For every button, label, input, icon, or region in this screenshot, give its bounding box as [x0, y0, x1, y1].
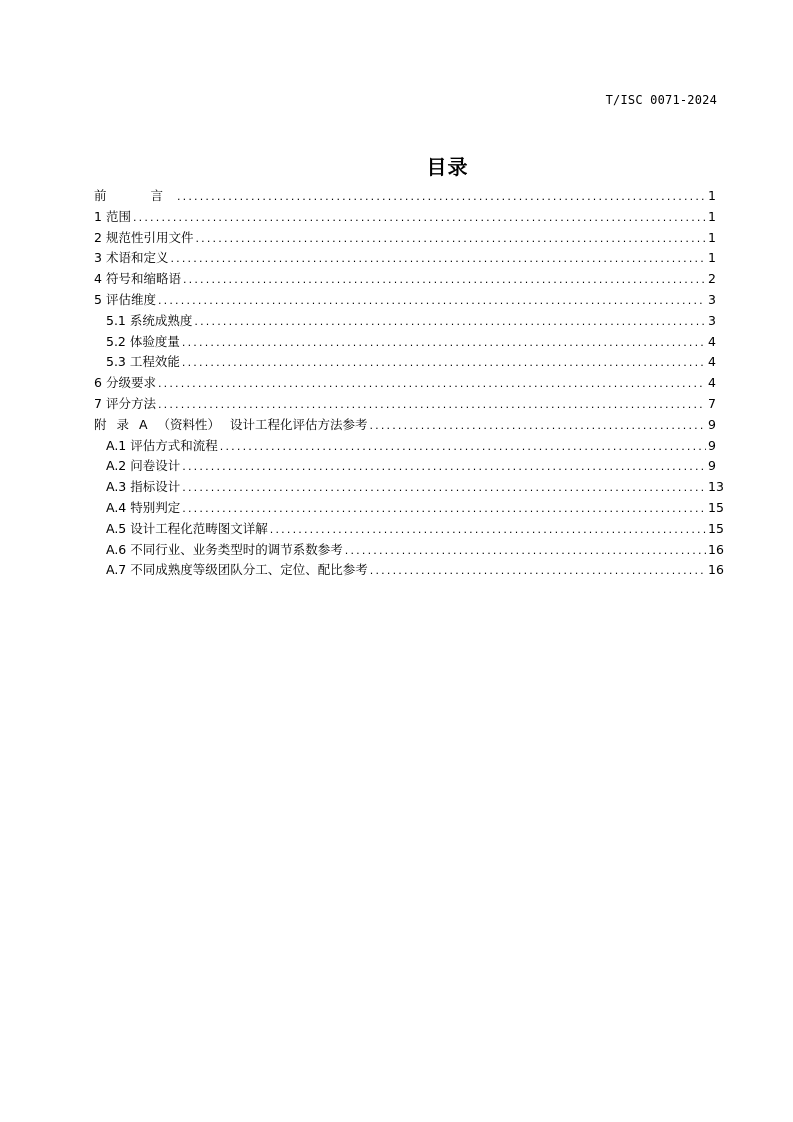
toc-entry-number: A.7 — [106, 562, 127, 578]
toc-page-number: 16 — [708, 562, 724, 578]
toc-page-number: 15 — [708, 520, 724, 536]
toc-page-number: 4 — [708, 354, 716, 370]
toc-entry-experience-metrics[interactable] — [94, 332, 716, 353]
dot-leader — [194, 312, 706, 333]
toc-entry-number: 5.2 — [106, 333, 126, 349]
toc-page-number: 2 — [708, 271, 716, 287]
toc-entry-number: A.2 — [106, 458, 127, 474]
toc-entry-text: 指标设计 — [130, 479, 181, 495]
toc-entry-number: 1 — [94, 208, 102, 224]
toc-entry-number: 6 — [94, 375, 102, 391]
dot-leader — [182, 353, 706, 374]
toc-page-number: 1 — [708, 250, 716, 266]
dot-leader — [195, 229, 706, 250]
toc-entry-scoring-method[interactable] — [94, 394, 716, 415]
toc-page-number: 9 — [708, 416, 716, 432]
toc-entry-text: 特别判定 — [130, 499, 181, 515]
toc-entry-text: 问卷设计 — [130, 458, 181, 474]
toc-entry-number: 2 — [94, 229, 102, 245]
toc-entry-a5[interactable] — [94, 519, 724, 540]
toc-entry-text: 设计工程化范畴图文详解 — [130, 520, 268, 536]
dot-leader — [177, 187, 706, 208]
toc-entry-number: A.1 — [106, 437, 127, 453]
toc-entry-a7[interactable] — [94, 560, 724, 581]
toc-entry-number: 5.3 — [106, 354, 126, 370]
toc-entry-a6[interactable] — [94, 540, 724, 561]
toc-entry-number: 3 — [94, 250, 102, 266]
dot-leader — [182, 499, 706, 520]
dot-leader — [133, 208, 706, 229]
toc-entry-scope[interactable] — [94, 207, 716, 228]
toc-page-number: 1 — [708, 188, 716, 203]
toc-entry-text: 分级要求 — [105, 375, 156, 391]
dot-leader — [369, 416, 706, 437]
toc-entry-text: 评估方式和流程 — [130, 437, 218, 453]
toc-entry-text: 评估维度 — [105, 291, 156, 307]
toc-entry-text: 系统成熟度 — [129, 312, 193, 328]
toc-entry-number: 5 — [94, 291, 102, 307]
toc-page-number: 9 — [708, 458, 716, 474]
toc-entry-text: 体验度量 — [129, 333, 180, 349]
toc-entry-text: 符号和缩略语 — [105, 271, 181, 287]
toc-entry-a2[interactable] — [94, 456, 716, 477]
toc-entry-text: 术语和定义 — [105, 250, 169, 266]
toc-page-number: 4 — [708, 375, 716, 391]
toc-page-number: 1 — [708, 229, 716, 245]
toc-entry-number: 4 — [94, 271, 102, 287]
dot-leader — [370, 561, 706, 582]
toc-entry-foreword[interactable] — [94, 186, 716, 207]
toc-page-number: 3 — [708, 291, 716, 307]
toc-entry-text: 规范性引用文件 — [105, 229, 194, 245]
dot-leader — [158, 291, 706, 312]
toc-entry-text: 不同行业、业务类型时的调节系数参考 — [130, 541, 343, 557]
toc-entry-system-maturity[interactable] — [94, 311, 716, 332]
toc-page-number: 7 — [708, 395, 716, 411]
toc-entry-terms-definitions[interactable] — [94, 248, 716, 269]
toc-entry-number: A.5 — [106, 520, 127, 536]
toc-page-number: 15 — [708, 499, 724, 515]
toc-page-number: 4 — [708, 333, 716, 349]
toc-entry-normative-references[interactable] — [94, 228, 716, 249]
toc-entry-number: A.6 — [106, 541, 127, 557]
toc-entry-text: 评分方法 — [105, 395, 156, 411]
dot-leader — [170, 249, 706, 270]
dot-leader — [345, 541, 706, 562]
toc-page-number: 16 — [708, 541, 724, 557]
toc-entry-text: 范围 — [105, 208, 131, 224]
toc-entry-number: 5.1 — [106, 312, 126, 328]
toc-entry-text: 工程效能 — [129, 354, 180, 370]
toc-entry-a3[interactable] — [94, 477, 724, 498]
toc-entry-engineering-efficiency[interactable] — [94, 352, 716, 373]
dot-leader — [183, 270, 706, 291]
dot-leader — [270, 520, 706, 541]
toc-entry-number: A.3 — [106, 479, 127, 495]
toc-page-number: 13 — [708, 479, 724, 495]
toc-entry-grading-requirements[interactable] — [94, 373, 716, 394]
toc-page-number: 1 — [708, 208, 716, 224]
dot-leader — [182, 457, 706, 478]
dot-leader — [182, 333, 706, 354]
toc-entry-text: 不同成熟度等级团队分工、定位、配比参考 — [130, 562, 368, 578]
dot-leader — [182, 478, 706, 499]
toc-entry-symbols-abbreviations[interactable] — [94, 269, 716, 290]
toc-entry-appendix-a[interactable] — [94, 415, 716, 436]
toc-entry-text: 附 录 A （资料性） 设计工程化评估方法参考 — [94, 416, 368, 432]
toc-entry-text: 前 言 — [94, 188, 175, 203]
toc-title: 目录 — [426, 155, 469, 179]
dot-leader — [220, 437, 706, 458]
toc-entry-a1[interactable] — [94, 436, 716, 457]
dot-leader — [158, 374, 706, 395]
toc-page-number: 9 — [708, 437, 716, 453]
dot-leader — [158, 395, 706, 416]
toc-entry-number: A.4 — [106, 499, 127, 515]
document-code: T/ISC 0071-2024 — [605, 93, 717, 107]
toc-page-number: 3 — [708, 312, 716, 328]
table-of-contents — [94, 186, 724, 581]
toc-entry-number: 7 — [94, 395, 102, 411]
toc-entry-a4[interactable] — [94, 498, 724, 519]
toc-entry-evaluation-dimensions[interactable] — [94, 290, 716, 311]
